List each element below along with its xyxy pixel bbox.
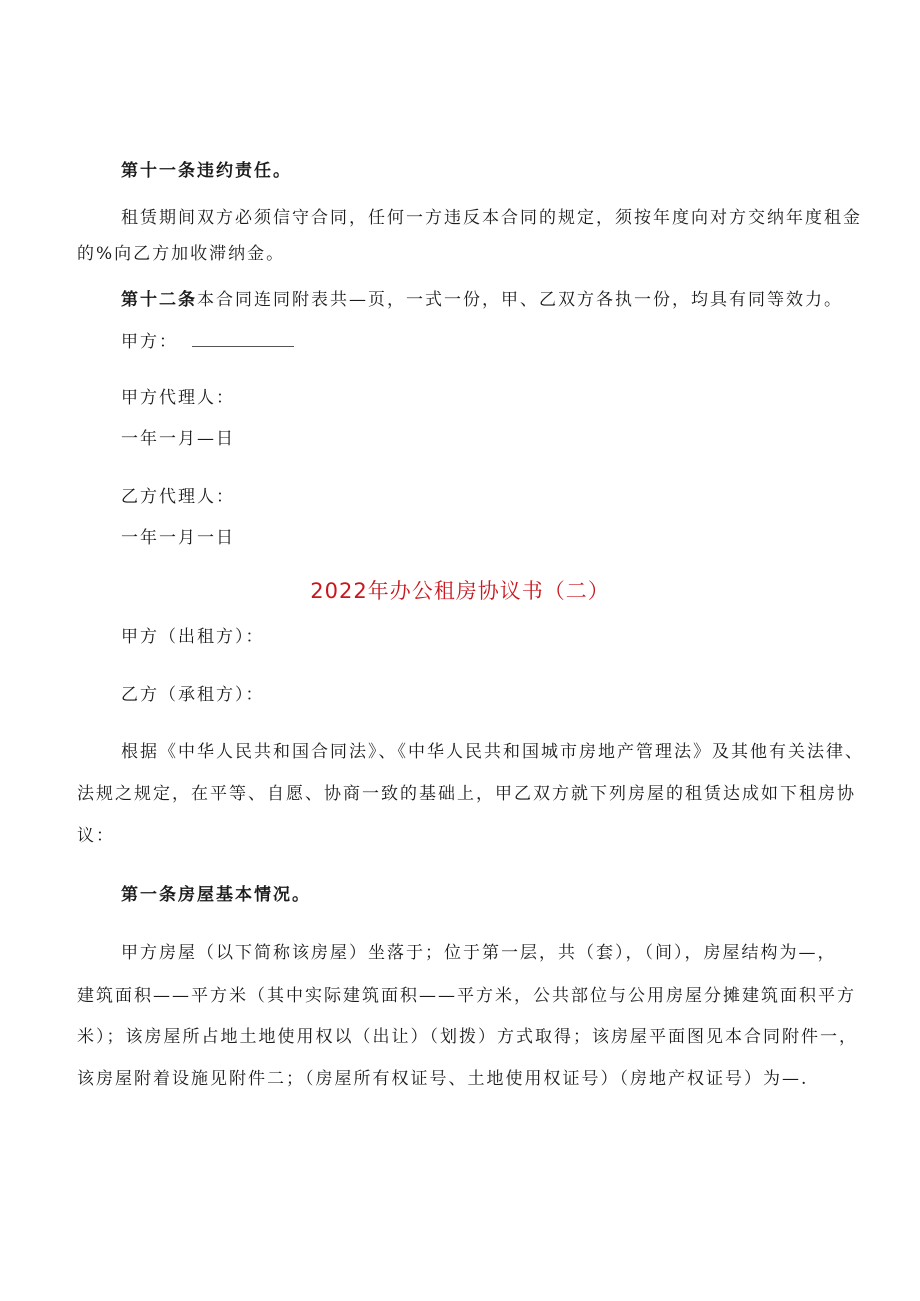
article-1-heading: 第一条房屋基本情况。 [121, 885, 311, 905]
article-12-paragraph [121, 289, 843, 311]
preamble-line-3: 议： [77, 826, 115, 846]
party-a-date: 一年一月—日 [121, 429, 235, 449]
document-title: 2022年办公租房协议书（二） [310, 579, 610, 603]
article-1-line-3: 米）；该房屋所占地土地使用权以（出让）（划拨）方式取得；该房屋平面图见本合同附件一， [77, 1027, 858, 1047]
article-1-line-4: 该房屋附着设施见附件二；（房屋所有权证号、土地使用权证号）（房地产权证号）为—. [77, 1069, 809, 1089]
lessee-label: 乙方（承租方）： [121, 685, 265, 705]
article-11-line-2: 的%向乙方加收滞纳金。 [77, 244, 286, 264]
article-11-line-1: 租赁期间双方必须信守合同，任何一方违反本合同的规定，须按年度向对方交纳年度租金 [121, 208, 862, 228]
article-12-text: 本合同连同附表共—页，一式一份，甲、乙双方各执一份，均具有同等效力。 [197, 290, 843, 310]
party-a-signature-line [192, 330, 294, 347]
party-b-agent-label: 乙方代理人： [121, 487, 235, 507]
lessor-label: 甲方（出租方）： [121, 627, 265, 647]
article-11-heading: 第十一条违约责任。 [121, 161, 292, 181]
party-a-label: 甲方： [121, 332, 178, 352]
article-12-heading: 第十二条 [121, 290, 197, 310]
party-a-signature [121, 330, 294, 353]
article-1-line-2: 建筑面积——平方米（其中实际建筑面积——平方米，公共部位与公用房屋分摊建筑面积平方 [77, 986, 856, 1006]
party-b-date: 一年一月一日 [121, 528, 235, 548]
preamble-line-1: 根据《中华人民共和国合同法》、《中华人民共和国城市房地产管理法》及其他有关法律、 [121, 742, 864, 762]
party-a-agent-label: 甲方代理人： [121, 388, 235, 408]
preamble-line-2: 法规之规定，在平等、自愿、协商一致的基础上，甲乙双方就下列房屋的租赁达成如下租房协 [77, 784, 856, 804]
article-1-line-1: 甲方房屋（以下简称该房屋）坐落于；位于第一层，共（套），（间），房屋结构为—， [121, 943, 837, 963]
